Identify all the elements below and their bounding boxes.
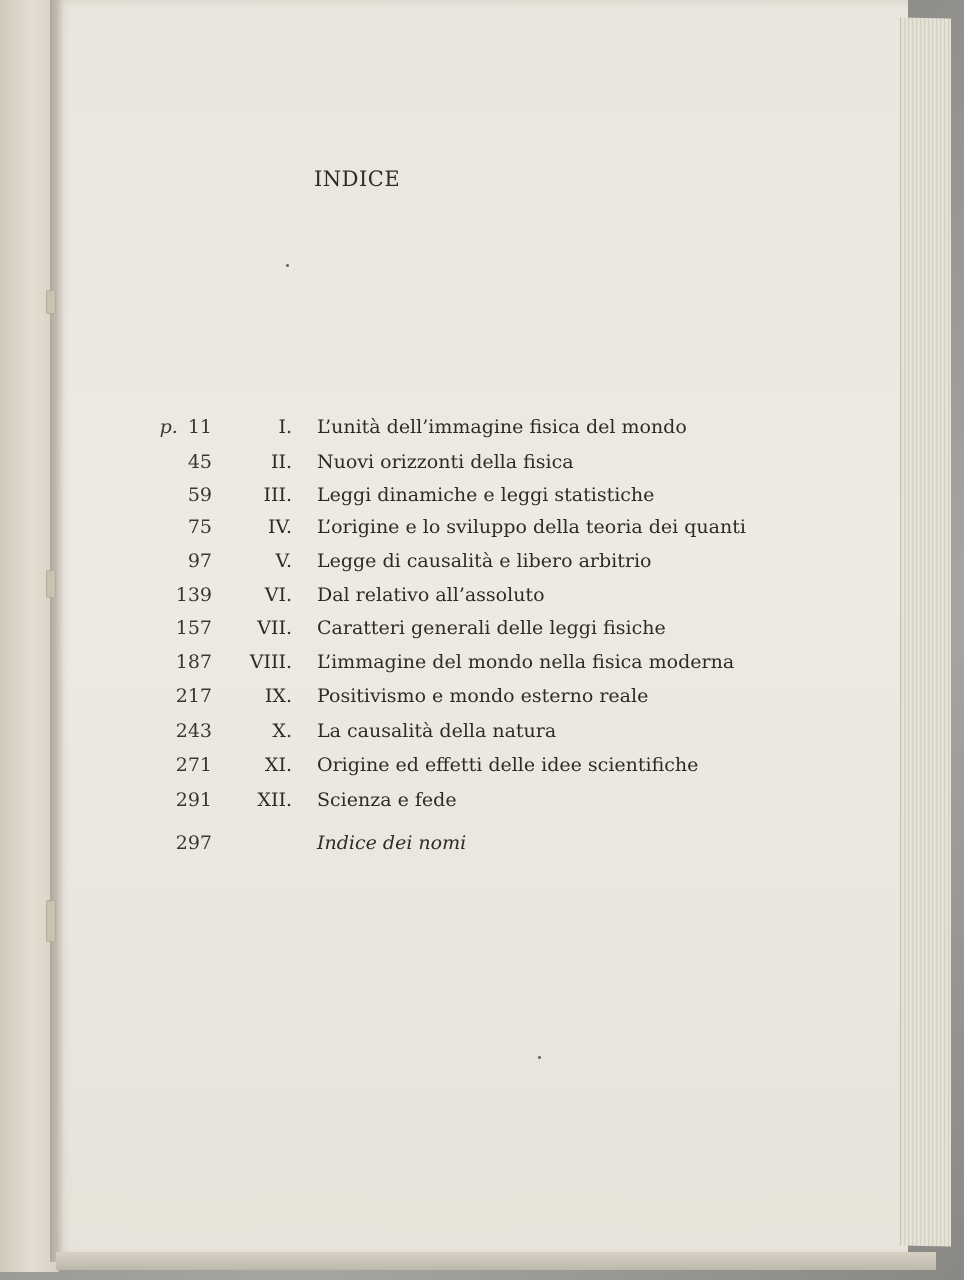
chapter-title: Scienza e fede — [317, 789, 457, 811]
chapter-numeral: II. — [270, 451, 292, 473]
chapter-title: Legge di causalità e libero arbitrio — [317, 550, 652, 572]
binding-stitch — [46, 900, 56, 942]
binding-stitch — [46, 290, 56, 314]
toc-page-number: 297 — [175, 832, 212, 854]
chapter-numeral: IV. — [268, 516, 292, 538]
chapter-title: Dal relativo all’assoluto — [317, 584, 545, 606]
chapter-numeral: VI. — [264, 584, 292, 606]
chapter-title: Nuovi orizzonti della fisica — [317, 451, 574, 473]
toc-page-value: 11 — [187, 416, 212, 438]
chapter-numeral: X. — [272, 720, 292, 742]
paper-speck — [286, 264, 289, 267]
paper-speck — [538, 1056, 541, 1059]
chapter-numeral: VII. — [257, 617, 292, 639]
toc-page-number: 97 — [187, 550, 212, 572]
page-prefix: p. — [159, 416, 178, 438]
chapter-numeral: IX. — [264, 685, 292, 707]
chapter-numeral: VIII. — [249, 651, 292, 673]
chapter-title: L’immagine del mondo nella fisica moderna — [317, 651, 735, 673]
chapter-title: Leggi dinamiche e leggi statistiche — [317, 484, 655, 506]
chapter-title: L’unità dell’immagine fisica del mondo — [317, 416, 687, 438]
toc-page-number: 217 — [175, 685, 212, 707]
toc-page-number: 187 — [175, 651, 212, 673]
chapter-title: L’origine e lo sviluppo della teoria dei quanti — [317, 516, 746, 538]
chapter-numeral: III. — [263, 484, 292, 506]
toc-page-number: 45 — [187, 451, 212, 473]
page-edges — [900, 17, 951, 1246]
chapter-title: Positivismo e mondo esterno reale — [317, 685, 649, 707]
toc-page-number — [0, 416, 212, 438]
toc-page-number: 75 — [187, 516, 212, 538]
chapter-title: La causalità della natura — [317, 720, 557, 742]
toc-page-number: 243 — [175, 720, 212, 742]
chapter-numeral: XI. — [264, 754, 292, 776]
chapter-numeral: I. — [278, 416, 292, 438]
toc-page-number: 59 — [187, 484, 212, 506]
toc-page-number: 271 — [175, 754, 212, 776]
chapter-title: Caratteri generali delle leggi fisiche — [317, 617, 666, 639]
index-title: Indice dei nomi — [317, 832, 467, 854]
page-title: INDICE — [314, 167, 401, 191]
page-bottom-edge — [56, 1252, 936, 1270]
chapter-numeral: XII. — [257, 789, 292, 811]
chapter-numeral: V. — [275, 550, 292, 572]
toc-page-number: 139 — [175, 584, 212, 606]
chapter-title: Origine ed effetti delle idee scientifiche — [317, 754, 699, 776]
toc-page-number: 157 — [175, 617, 212, 639]
toc-page-number: 291 — [175, 789, 212, 811]
